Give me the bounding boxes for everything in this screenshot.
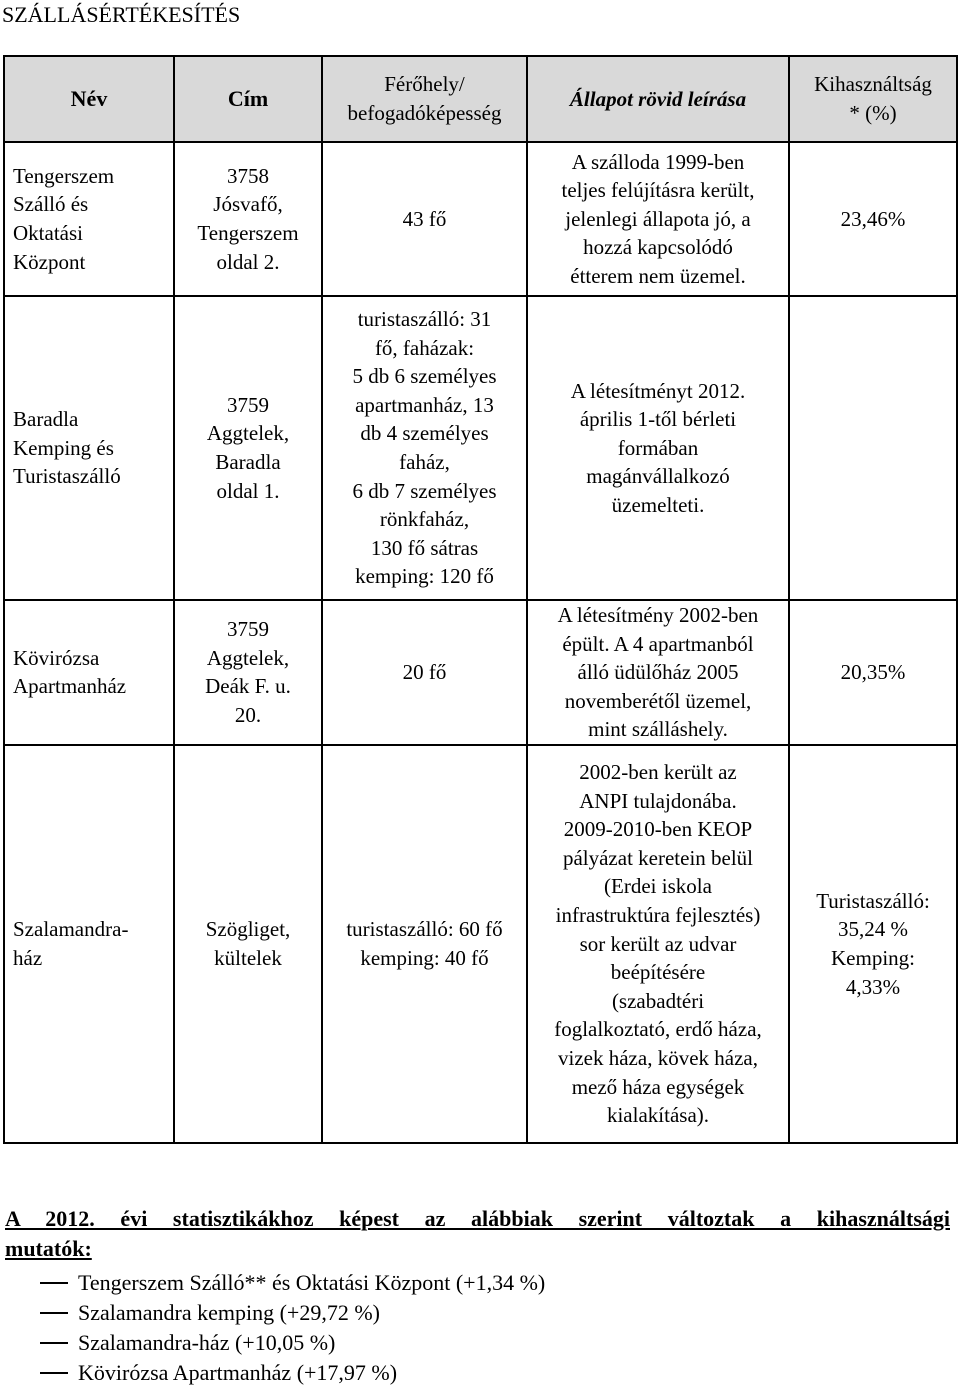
table-row	[4, 142, 957, 296]
cell-line: 20 fő	[402, 660, 447, 685]
cell-description	[527, 142, 789, 296]
cell-line: novemberétől üzemel,	[564, 688, 752, 713]
list-item	[5, 1268, 950, 1298]
cell-line: kemping: 120 fő	[355, 564, 494, 589]
cell-line: 43 fő	[402, 206, 447, 231]
cell-line: Szalamandra-	[13, 917, 129, 942]
cell-name	[4, 745, 174, 1143]
table-row	[4, 600, 957, 745]
dash-bullet-icon	[40, 1312, 68, 1314]
table-row	[4, 296, 957, 600]
cell-line: turistaszálló: 31	[357, 307, 492, 332]
cell-line: Apartmanház	[13, 674, 127, 699]
list-item	[5, 1298, 950, 1328]
cell-line: Oktatási	[13, 221, 83, 245]
cell-line: Turistaszálló:	[816, 888, 930, 913]
header-capacity-line: Férőhely/	[384, 72, 465, 97]
header-occupancy-line: Kihasználtság	[814, 72, 932, 97]
cell-line: Központ	[13, 249, 86, 274]
table-header-row	[4, 56, 957, 142]
table-row	[4, 745, 957, 1143]
list-item-text: Szalamandra kemping (+29,72 %)	[78, 1300, 380, 1325]
dash-bullet-icon	[40, 1342, 68, 1344]
cell-line: Tengerszem	[13, 163, 115, 188]
dash-bullet-icon	[40, 1282, 68, 1284]
cell-line: teljes felújításra került,	[561, 178, 755, 203]
cell-line: Baradla	[13, 407, 79, 432]
header-description: Állapot rövid leírása	[527, 56, 789, 142]
cell-line: pályázat keretein belül	[562, 845, 754, 870]
cell-line: A létesítményt 2012.	[570, 378, 746, 403]
cell-occupancy	[789, 600, 957, 745]
list-item-text: Szalamandra-ház (+10,05 %)	[78, 1330, 336, 1355]
cell-line: Jósvafő,	[213, 192, 283, 217]
header-name: Név	[4, 56, 174, 142]
cell-line: Kemping és	[13, 435, 114, 460]
cell-line: 130 fő sátras	[370, 535, 479, 560]
cell-line: 3758	[227, 163, 269, 188]
cell-line: formában	[617, 435, 699, 460]
cell-line: 3759	[227, 617, 269, 642]
list-item-text: Tengerszem Szálló** és Oktatási Központ (+1,34 %)	[78, 1270, 546, 1295]
cell-address	[174, 142, 322, 296]
cell-address	[174, 600, 322, 745]
cell-name	[4, 142, 174, 296]
cell-line: magánvállalkozó	[586, 464, 730, 489]
cell-line: infrastruktúra fejlesztés)	[555, 903, 761, 928]
cell-address	[174, 745, 322, 1143]
cell-line: épült. A 4 apartmanból	[562, 631, 754, 656]
cell-line: 5 db 6 személyes	[352, 364, 497, 389]
cell-description	[527, 600, 789, 745]
footer-heading-continued: mutatók:	[5, 1236, 92, 1261]
cell-line: rönkfaház,	[379, 507, 470, 532]
cell-line: Aggtelek,	[206, 421, 290, 446]
cell-name	[4, 296, 174, 600]
cell-line: beépítésére	[610, 960, 706, 985]
cell-line: 4,33%	[845, 974, 901, 999]
cell-line: (szabadtéri	[611, 988, 705, 1013]
cell-line: db 4 személyes	[360, 421, 489, 446]
cell-line: Baradla	[215, 450, 281, 474]
cell-line: 6 db 7 személyes	[352, 478, 497, 503]
header-occupancy	[789, 56, 957, 142]
list-item	[5, 1328, 950, 1358]
cell-description	[527, 296, 789, 600]
cell-line: 20,35%	[840, 660, 906, 685]
cell-line: 35,24 %	[838, 917, 908, 942]
header-occupancy-line: * (%)	[849, 101, 897, 125]
cell-line: jelenlegi állapota jó, a	[565, 206, 751, 231]
cell-line: kültelek	[214, 945, 282, 970]
cell-line: vizek háza, kövek háza,	[558, 1046, 758, 1071]
cell-line: Deák F. u.	[205, 674, 291, 699]
cell-line: mint szálláshely.	[588, 717, 728, 742]
header-address: Cím	[174, 56, 322, 142]
cell-line: Turistaszálló	[13, 464, 121, 489]
cell-line: Aggtelek,	[206, 645, 290, 670]
cell-line: 3759	[227, 392, 269, 417]
cell-line: A szálloda 1999-ben	[571, 149, 745, 174]
cell-line: apartmanház, 13	[355, 392, 494, 417]
cell-line: fő, faházak:	[374, 335, 475, 360]
header-capacity-line: befogadóképesség	[347, 101, 502, 125]
cell-line: Szögliget,	[205, 917, 291, 942]
cell-line: április 1-től bérleti	[579, 407, 737, 432]
cell-line: 2009-2010-ben KEOP	[563, 817, 753, 842]
cell-occupancy	[789, 745, 957, 1143]
list-item	[5, 1358, 950, 1388]
header-capacity	[322, 56, 527, 142]
cell-capacity	[322, 142, 527, 296]
cell-line: sor került az udvar	[579, 931, 737, 956]
cell-line: 23,46%	[840, 206, 906, 231]
cell-occupancy	[789, 142, 957, 296]
cell-capacity	[322, 745, 527, 1143]
cell-line: oldal 2.	[216, 249, 280, 274]
cell-line: A létesítmény 2002-ben	[557, 603, 759, 627]
cell-line: mező háza egységek	[571, 1074, 745, 1099]
cell-line: kemping: 40 fő	[360, 945, 489, 970]
cell-description	[527, 745, 789, 1143]
cell-line: foglalkoztató, erdő háza,	[554, 1017, 762, 1042]
cell-line: Szálló és	[13, 192, 89, 217]
cell-line: kialakítása).	[606, 1103, 710, 1128]
cell-line: turistaszálló: 60 fő	[346, 917, 503, 942]
cell-line: (Erdei iskola	[604, 874, 712, 899]
cell-line: üzemelteti.	[611, 492, 705, 517]
footer-heading: A 2012. évi statisztikákhoz képest az alábbiak szerint változtak a kihasználtsági	[5, 1206, 950, 1231]
cell-line: hozzá kapcsolódó	[583, 235, 733, 260]
cell-line: álló üdülőház 2005	[577, 660, 739, 685]
cell-occupancy	[789, 296, 957, 600]
cell-line: 20.	[234, 703, 262, 728]
cell-address	[174, 296, 322, 600]
cell-capacity	[322, 296, 527, 600]
cell-name	[4, 600, 174, 745]
cell-line: Tengerszem	[197, 221, 299, 245]
footer-notes	[5, 1204, 950, 1388]
cell-line: ház	[13, 945, 43, 970]
cell-capacity	[322, 600, 527, 745]
cell-line: Kövirózsa	[13, 645, 100, 670]
cell-line: étterem nem üzemel.	[570, 263, 746, 288]
cell-line: ANPI tulajdonába.	[579, 788, 737, 813]
cell-line: faház,	[399, 450, 450, 474]
accommodation-table	[3, 55, 958, 1144]
cell-line: Kemping:	[831, 945, 915, 970]
dash-bullet-icon	[40, 1372, 68, 1374]
footer-list	[5, 1268, 950, 1388]
cell-line: 2002-ben került az	[579, 760, 737, 785]
page-title: SZÁLLÁSÉRTÉKESÍTÉS	[2, 2, 241, 27]
cell-line: oldal 1.	[216, 478, 280, 503]
list-item-text: Kövirózsa Apartmanház (+17,97 %)	[78, 1360, 398, 1385]
